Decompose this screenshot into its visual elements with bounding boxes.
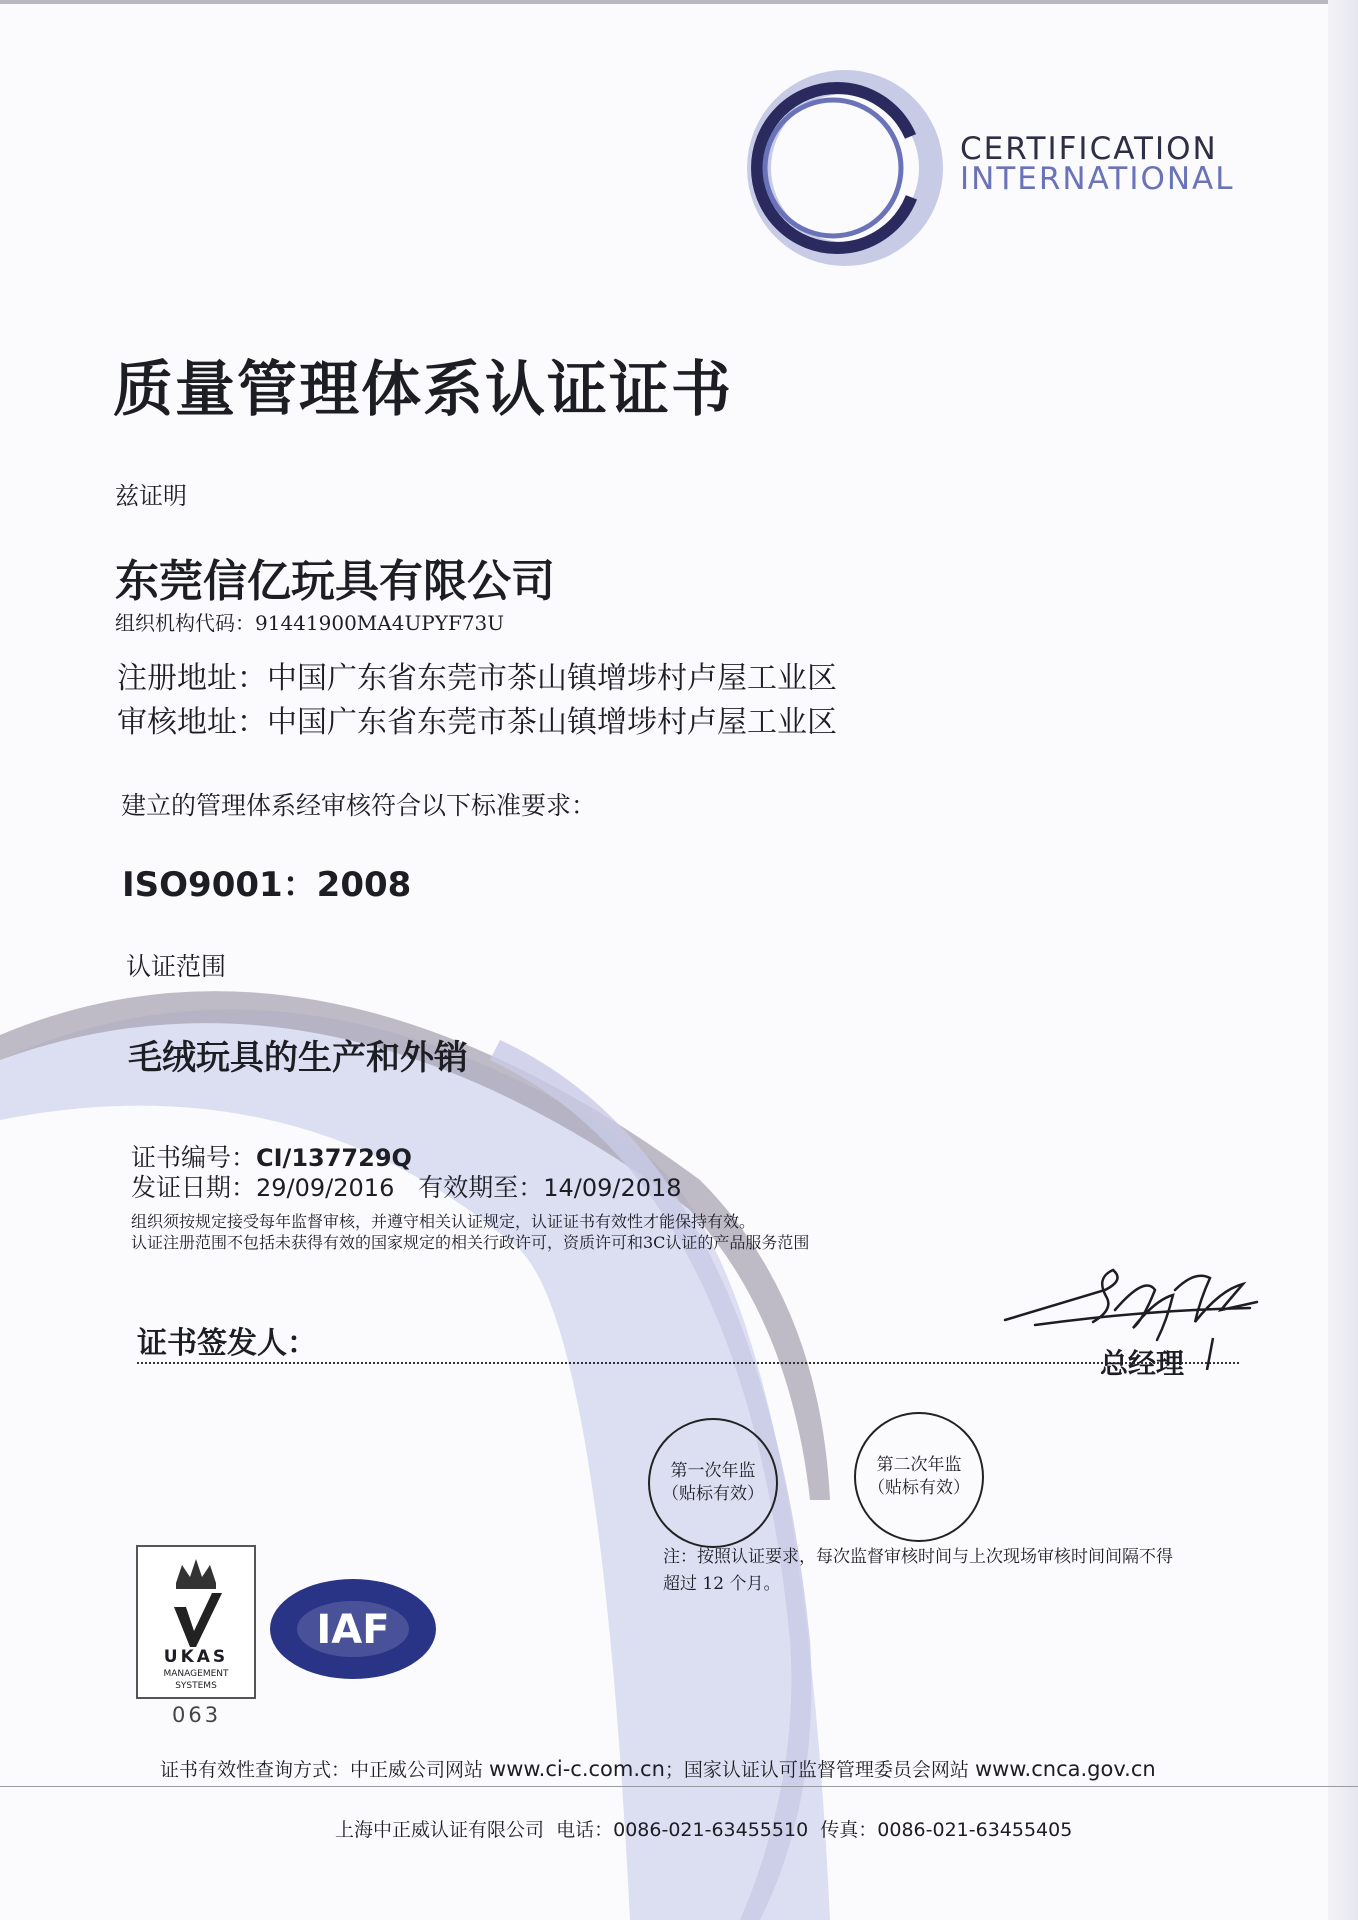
footer-fax-label: 传真： (820, 1819, 878, 1841)
issuer-label: 证书签发人： (137, 1326, 317, 1361)
footer-divider (0, 1786, 1358, 1787)
crown-check-icon (168, 1555, 224, 1647)
footer-cnca-label: 国家认证认可监督管理委员会网站 (683, 1759, 975, 1781)
general-manager-title: 总经理 (1100, 1347, 1185, 1380)
certificate-dates-row (131, 1168, 682, 1204)
footer-company: 上海中正威认证有限公司 (335, 1819, 545, 1841)
surveillance-note-line1: 注：按照认证要求，每次监督审核时间与上次现场审核时间间隔不得 (663, 1547, 1173, 1567)
second-surveillance-line2: （贴标有效） (868, 1478, 970, 1498)
ukas-subtitle-2: SYSTEMS (175, 1681, 217, 1691)
footer-site-cnca: www.cnca.gov.cn (974, 1757, 1156, 1781)
valid-until-label: 有效期至： (418, 1173, 544, 1202)
standard-name: ISO9001：2008 (122, 865, 412, 905)
valid-until-date: 14/09/2018 (543, 1174, 682, 1202)
first-surveillance-line2: （贴标有效） (662, 1484, 764, 1504)
ukas-number: 063 (172, 1703, 222, 1727)
organization-code: 组织机构代码：91441900MA4UPYF73U (115, 611, 505, 635)
footer-fax: 0086-021-63455405 (877, 1819, 1073, 1841)
validity-note-2: 认证注册范围不包括未获得有效的国家规定的相关行政许可，资质许可和3C认证的产品服务范围 (131, 1233, 810, 1252)
established-statement: 建立的管理体系经审核符合以下标准要求： (121, 791, 597, 820)
scope-label: 认证范围 (126, 952, 227, 981)
certificate-number: CI/137729Q (256, 1144, 412, 1172)
ukas-wordmark: UKAS (163, 1647, 229, 1667)
certificate-number-label: 证书编号： (131, 1143, 257, 1172)
footer-separator: ； (664, 1759, 684, 1781)
footer-query-label: 证书有效性查询方式：中正威公司网站 (160, 1759, 490, 1781)
footer-tel: 0086-021-63455510 (613, 1819, 809, 1841)
logo-text-international: INTERNATIONAL (960, 161, 1235, 197)
registered-address: 注册地址：中国广东省东莞市茶山镇增埗村卢屋工业区 (117, 661, 837, 696)
certification-scope: 毛绒玩具的生产和外销 (128, 1038, 468, 1078)
audit-address: 审核地址：中国广东省东莞市茶山镇增埗村卢屋工业区 (117, 705, 837, 740)
hereby-certify: 兹证明 (115, 482, 187, 510)
logo-text-certification: CERTIFICATION (960, 131, 1218, 167)
iaf-member-logo (268, 1577, 438, 1681)
footer-verification-line (160, 1755, 1156, 1782)
footer-contact-line (335, 1815, 1072, 1842)
certificate-title: 质量管理体系认证证书 (113, 355, 733, 425)
second-surveillance-line1: 第二次年监 (876, 1455, 962, 1475)
footer-tel-label: 电话： (556, 1819, 614, 1841)
ukas-accreditation-mark (136, 1545, 256, 1699)
issue-date: 29/09/2016 (256, 1174, 395, 1202)
second-surveillance-stamp-circle (854, 1412, 984, 1542)
first-surveillance-line1: 第一次年监 (670, 1461, 756, 1481)
first-surveillance-stamp-circle (648, 1418, 778, 1548)
issue-date-label: 发证日期： (131, 1173, 257, 1202)
footer-site-ci: www.ci-c.com.cn (489, 1757, 665, 1781)
validity-note-1: 组织须按规定接受每年监督审核，并遵守相关认证规定，认证证书有效性才能保持有效。 (131, 1212, 756, 1231)
iaf-wordmark: IAF (316, 1607, 390, 1653)
certification-ring-logo (745, 68, 945, 268)
company-name: 东莞信亿玩具有限公司 (115, 556, 555, 607)
ukas-subtitle-1: MANAGEMENT (163, 1669, 229, 1679)
surveillance-note-line2: 超过 12 个月。 (663, 1574, 781, 1594)
